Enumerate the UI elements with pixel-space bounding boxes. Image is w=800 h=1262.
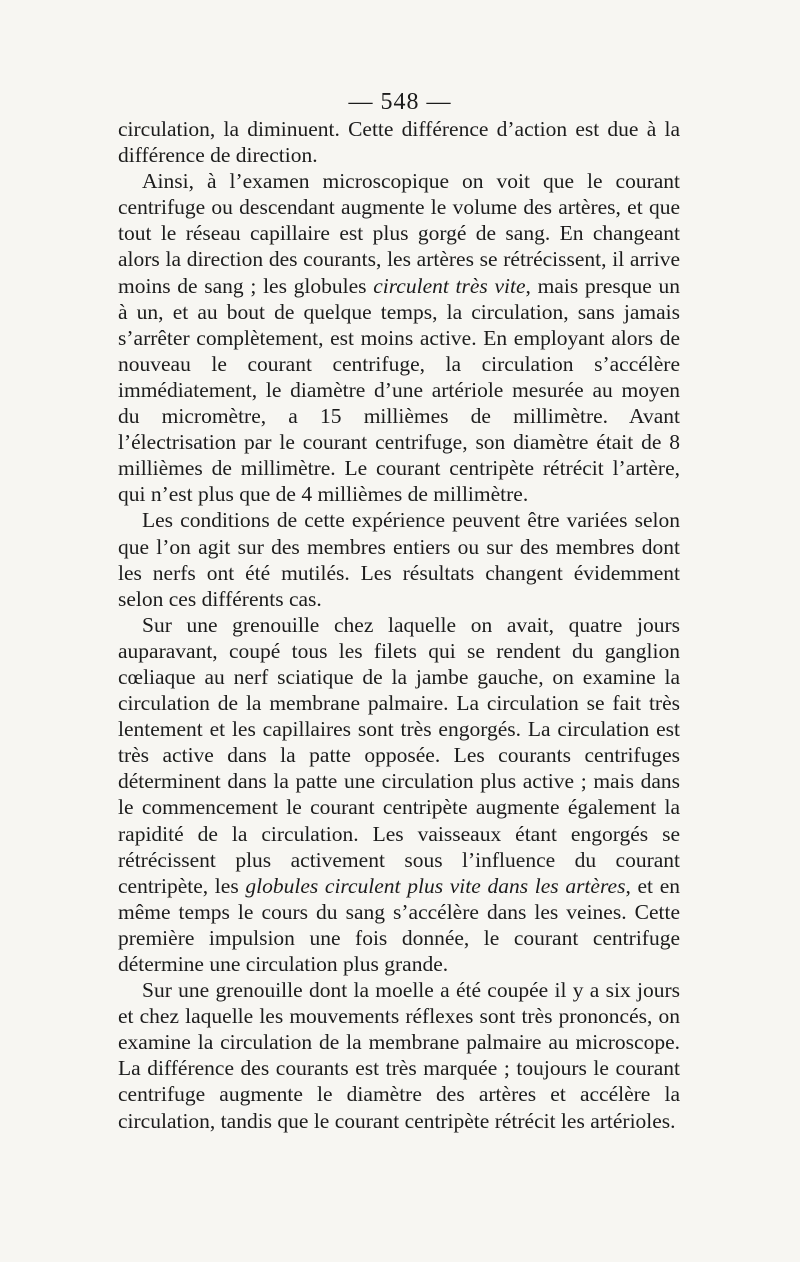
text-run: Sur une grenouille dont la moelle a été coupée il y a six jours et chez laquelle les mouvements réflexes sont très prononcés, on examine la circulation de la membrane palmaire au microscope. La différence des courants est très marquée ; toujours le courant centrifuge augmente le diamètre des artères et accélère la circulation, tandis que le courant centripète rétrécit les artérioles. [118, 978, 680, 1133]
text-run: , et en même temps le cours du sang s’accélère dans les veines. Cette première impulsion une fois donnée, le courant centrifuge détermine une circulation plus grande. [118, 873, 680, 976]
text-run: Ainsi, à l’examen microscopique on voit que le courant centrifuge ou descendant augmente le volume des artères, et que tout le réseau capillaire est plus gorgé de sang. En changeant alors la direction des courants, les artères se rétrécissent, il arrive moins de sang ; les globules [118, 169, 680, 298]
text-run: Les conditions de cette expérience peuvent être variées selon que l’on agit sur des membres entiers ou sur des membres dont les nerfs ont été mutilés. Les résultats changent évidemment selon ces différents cas. [118, 508, 680, 611]
text-run: circulation, la diminuent. Cette différence d’action est due à la différence de direction. [118, 117, 680, 168]
paragraph [118, 507, 680, 611]
page-number: — 548 — [348, 89, 452, 115]
text-run: , mais presque un à un, et au bout de quelque temps, la circulation, sans jamais s’arrêter complètement, est moins active. En employant alors de nouveau le courant centrifuge, la circulation s’accélère immédiatement, le diamètre d’une artériole mesurée au moyen du micromètre, a 15 millièmes de millimètre. Avant l’électrisation par le courant centrifuge, son diamètre était de 8 millièmes de millimètre. Le courant centripète rétrécit l’artère, qui n’est plus que de 4 millièmes de millimètre. [118, 273, 680, 507]
text-body [118, 116, 680, 1134]
italic-text: globules circulent plus vite dans les artères [245, 873, 626, 898]
paragraph [118, 612, 680, 977]
paragraph [118, 977, 680, 1134]
paragraph [118, 168, 680, 507]
paragraph [118, 116, 680, 168]
text-run: Sur une grenouille chez laquelle on avait, quatre jours auparavant, coupé tous les filets qui se rendent du ganglion cœliaque au nerf sciatique de la jambe gauche, on examine la circulation de la membrane palmaire. La circulation se fait très lentement et les capillaires sont très engorgés. La circulation est très active dans la patte opposée. Les courants centrifuges déterminent dans la patte une circulation plus active ; mais dans le commencement le courant centripète augmente également la rapidité de la circulation. Les vaisseaux étant engorgés se rétrécissent plus activement sous l’influence du courant centripète, les [118, 612, 680, 898]
italic-text: circulent très vite [373, 273, 526, 298]
